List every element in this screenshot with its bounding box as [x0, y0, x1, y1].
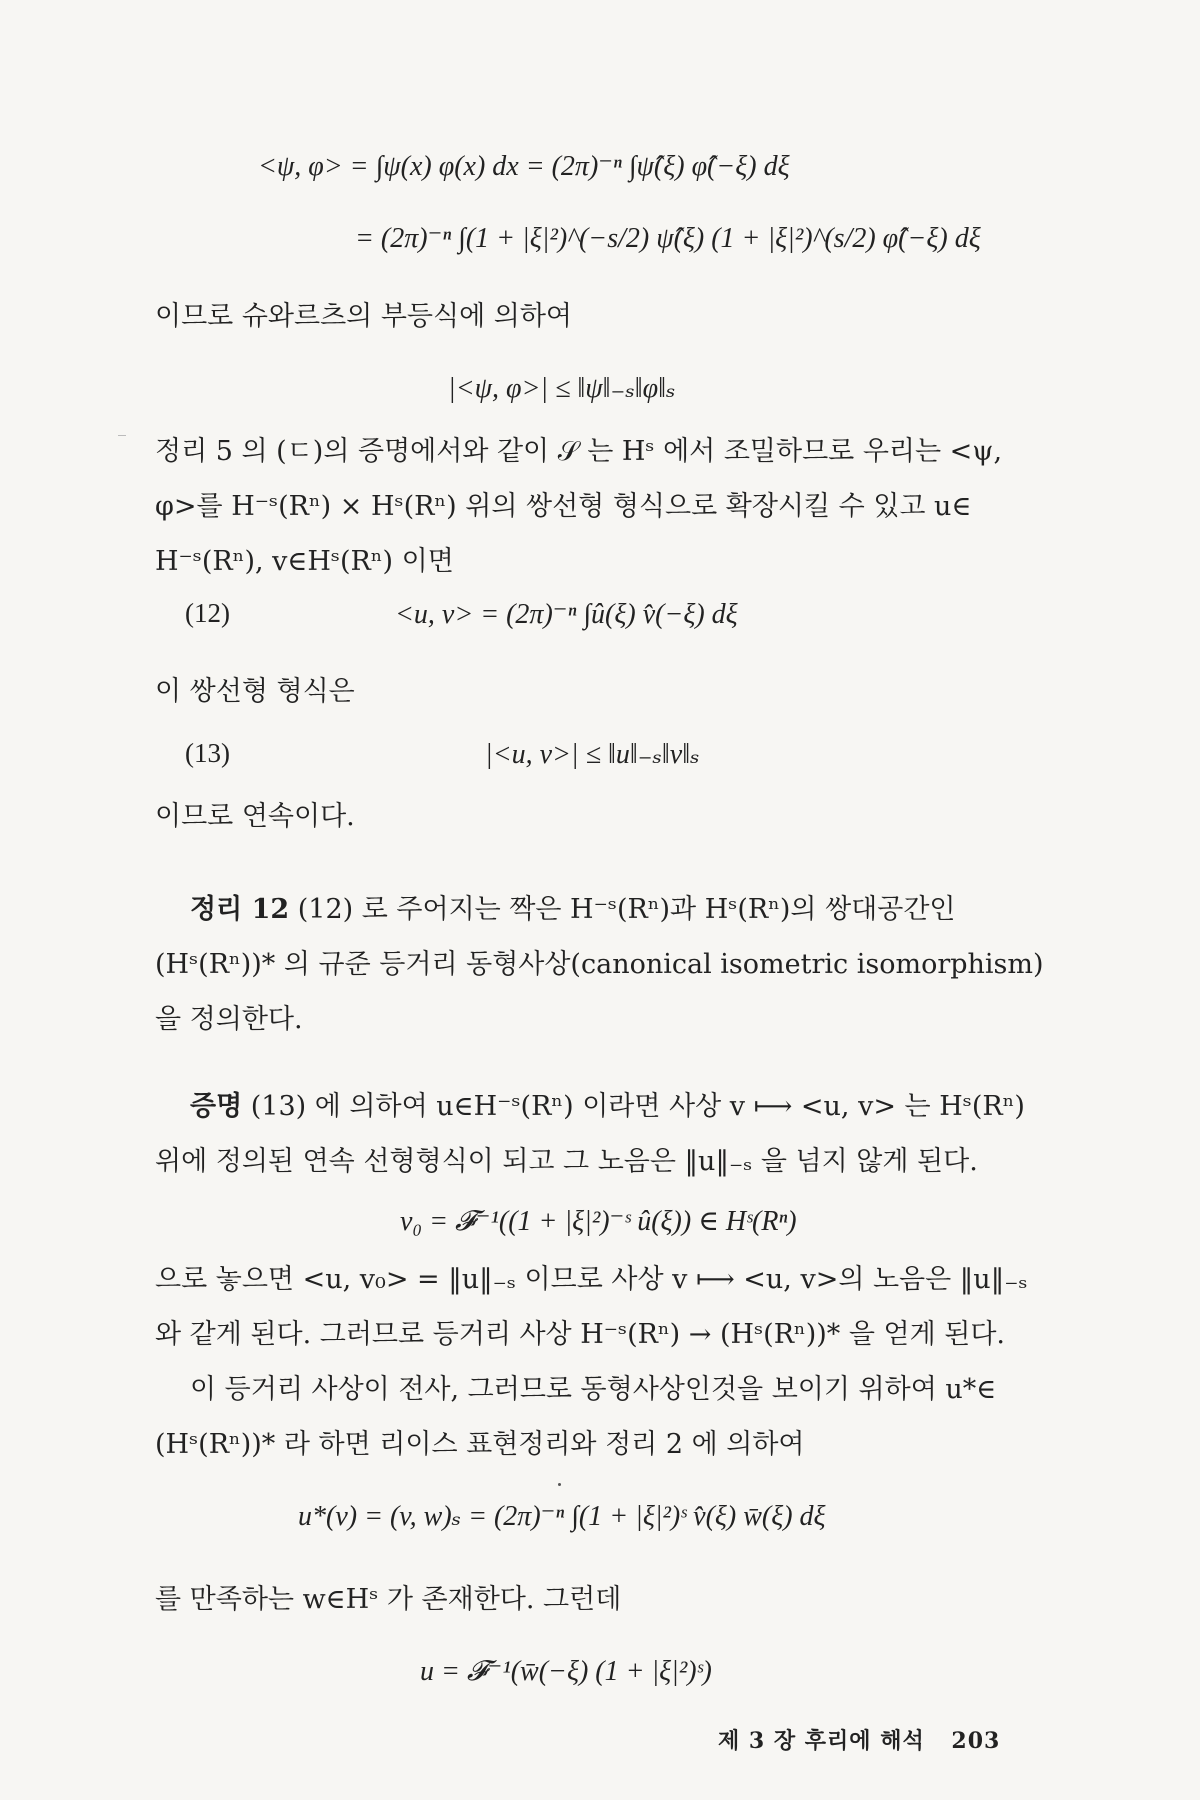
paragraph-2-line-2: φ>를 H⁻ˢ(Rⁿ) × Hˢ(Rⁿ) 위의 쌍선형 형식으로 확장시킬 수 있고 u∈ [155, 491, 972, 522]
proof-text-1: (13) 에 의하여 u∈H⁻ˢ(Rⁿ) 이라면 사상 v ⟼ <u, v> 는 Hˢ(Rⁿ) [250, 1091, 1025, 1122]
equation-2: = (2π)⁻ⁿ ∫(1 + |ξ|²)^(−s/2) ψ̂(ξ) (1 + |ξ|²)^(s/2) φ̂(−ξ) dξ [355, 223, 981, 254]
equation-13: |<u, v>| ≤ ‖u‖₋ₛ‖v‖ₛ [485, 739, 700, 770]
equation-12-number: (12) [185, 598, 230, 628]
equation-12: <u, v> = (2π)⁻ⁿ ∫û(ξ) v̂(−ξ) dξ [395, 599, 738, 630]
paragraph-2-line-3: H⁻ˢ(Rⁿ), v∈Hˢ(Rⁿ) 이면 [155, 546, 454, 577]
theorem-text-1: (12) 로 주어지는 짝은 H⁻ˢ(Rⁿ)과 Hˢ(Rⁿ)의 쌍대공간인 [297, 894, 956, 925]
footer-chapter: 제 3 장 후리에 해석 [718, 1728, 925, 1754]
equation-u: u = 𝓕⁻¹(w̄(−ξ) (1 + |ξ|²)ˢ) [420, 1656, 712, 1687]
margin-mark [118, 435, 126, 436]
paragraph-7: 를 만족하는 w∈Hˢ 가 존재한다. 그런데 [155, 1584, 622, 1615]
page-number: 203 [951, 1728, 1001, 1754]
stray-dot [558, 1483, 561, 1486]
theorem-label: 정리 12 [190, 894, 290, 925]
theorem-12-line-2: (Hˢ(Rⁿ))* 의 규준 등거리 동형사상(canonical isometric isomorphism) [155, 949, 1044, 980]
equation-v0: v₀ = 𝓕⁻¹((1 + |ξ|²)⁻ˢ û(ξ)) ∈ Hˢ(Rⁿ) [400, 1206, 797, 1237]
paragraph-4: 이므로 연속이다. [155, 801, 355, 832]
paragraph-1: 이므로 슈와르츠의 부등식에 의하여 [155, 301, 572, 332]
proof-label: 증명 [190, 1091, 243, 1122]
proof-line-2: 위에 정의된 연속 선형형식이 되고 그 노음은 ‖u‖₋ₛ 을 넘지 않게 된다. [155, 1146, 978, 1177]
theorem-12-line-1 [190, 893, 956, 927]
equation-1: <ψ, φ> = ∫ψ(x) φ(x) dx = (2π)⁻ⁿ ∫ψ̂(ξ) φ̂(−ξ) dξ [258, 151, 790, 182]
equation-13-number: (13) [185, 738, 230, 768]
running-footer [718, 1724, 1000, 1755]
paragraph-6-line-2: (Hˢ(Rⁿ))* 라 하면 리이스 표현정리와 정리 2 에 의하여 [155, 1429, 805, 1460]
proof-line-1 [190, 1090, 1025, 1124]
paragraph-5-line-1: 으로 놓으면 <u, v₀> = ‖u‖₋ₛ 이므로 사상 v ⟼ <u, v>의 노음은 ‖u‖₋ₛ [155, 1264, 1028, 1295]
equation-u-star: u*(v) = (v, w)ₛ = (2π)⁻ⁿ ∫(1 + |ξ|²)ˢ v̂(ξ) w̄(ξ) dξ [298, 1501, 826, 1532]
paragraph-5-line-2: 와 같게 된다. 그러므로 등거리 사상 H⁻ˢ(Rⁿ) → (Hˢ(Rⁿ))* 을 얻게 된다. [155, 1319, 1006, 1350]
paragraph-3: 이 쌍선형 형식은 [155, 676, 355, 707]
equation-3: |<ψ, φ>| ≤ ‖ψ‖₋ₛ‖φ‖ₛ [448, 373, 676, 404]
paragraph-2-line-1: 정리 5 의 (ㄷ)의 증명에서와 같이 𝒮 는 Hˢ 에서 조밀하므로 우리는 <ψ, [155, 436, 1003, 467]
paragraph-6-line-1: 이 등거리 사상이 전사, 그러므로 동형사상인것을 보이기 위하여 u*∈ [190, 1374, 997, 1405]
theorem-12-line-3: 을 정의한다. [155, 1004, 303, 1035]
